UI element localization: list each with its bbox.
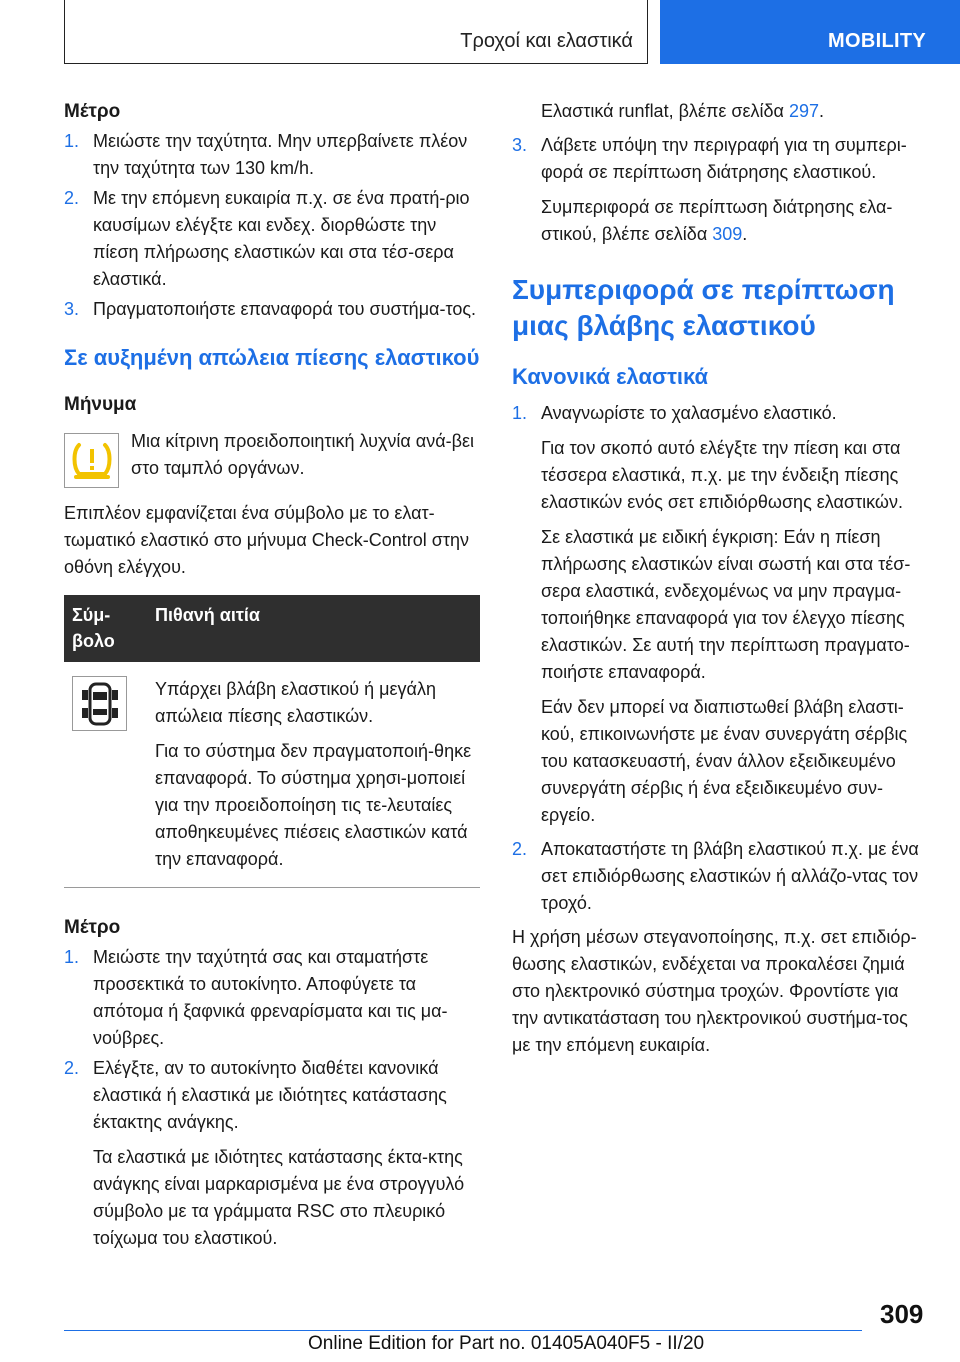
sealant-warning-paragraph: Η χρήση μέσων στεγανοποίησης, π.χ. σετ επιδιόρ‐θωσης ελαστικών, ενδέχεται να προκαλέσει ζημιά στο ηλεκτρονικό σύστημα τροχών. Φροντίστε για την αντικατάσταση του ηλεκτρονικού συστήμα‐τος με την επόμενη ευκαιρία. — [512, 927, 917, 1055]
message-row — [64, 428, 480, 488]
step-text: Λάβετε υπόψη την περιγραφή για τη συμπερι‐φορά σε περίπτωση διάτρησης ελαστικού. — [541, 135, 907, 182]
message-title: Μήνυμα — [64, 394, 137, 415]
list-item — [512, 132, 928, 186]
step-text: Πραγματοποιήστε επαναφορά του συστήμα‐τος. — [93, 299, 477, 319]
section-tab — [660, 0, 960, 64]
list-item — [64, 1055, 480, 1136]
step-number: 1. — [512, 403, 528, 423]
table-row — [64, 662, 480, 888]
step-continuation: Για τον σκοπό αυτό ελέγξτε την πίεση και στα τέσσερα ελαστικά, π.χ. με την ένδειξη πίεσης ελαστικών ενός σετ επιδιόρθωσης ελαστικών. — [541, 438, 903, 512]
step-text: Αποκαταστήστε τη βλάβη ελαστικού π.χ. με ένα σετ επιδιόρθωσης ελαστικών ή αλλάζο‐ντας τον τροχό. — [541, 839, 919, 913]
step-number: 1. — [64, 947, 80, 967]
step-text: Μειώστε την ταχύτητά σας και σταματήστε προσεκτικά το αυτοκίνητο. Αποφύγετε τα απότομα ή ξαφνικά φρεναρίσματα και τις μα‐νούβρες. — [93, 947, 448, 1048]
car-tire-failure-icon — [72, 676, 127, 731]
runflat-reference — [541, 98, 928, 125]
reference-end: . — [819, 101, 825, 121]
header-chapter-box — [64, 0, 648, 64]
right-column — [512, 98, 928, 1059]
measures-title: Μέτρο — [64, 101, 121, 122]
step-number: 3. — [64, 299, 80, 319]
table-cell-text: Υπάρχει βλάβη ελαστικού ή μεγάλη απώλεια πίεσης ελαστικών. — [155, 679, 436, 726]
step-text: Αναγνωρίστε το χαλασμένο ελαστικό. — [541, 403, 837, 423]
list-item — [512, 400, 928, 427]
step-text: Ελέγξτε, αν το αυτοκίνητο διαθέτει κανονικά ελαστικά ή ελαστικά με ιδιότητες κατάστασης έκτακτης ανάγκης. — [93, 1058, 447, 1132]
page-link-309[interactable]: 309 — [712, 224, 743, 244]
reference-text: Ελαστικά runflat, βλέπε σελίδα — [541, 101, 789, 121]
list-item — [512, 836, 928, 917]
step-text: Με την επόμενη ευκαιρία π.χ. σε ένα πρατή‐ριο καυσίμων ελέγξτε και ενδεχ. διορθώστε την πίεση πλήρωσης ελαστικών και στα τέσ‐σερα ελαστικά. — [93, 188, 470, 289]
list-item — [64, 944, 480, 1052]
page-link-297[interactable]: 297 — [788, 101, 820, 121]
list-item — [64, 296, 480, 323]
step-number: 2. — [64, 1058, 80, 1078]
list-item — [64, 128, 480, 182]
left-column — [64, 98, 480, 1252]
section-heading-tire-failure: Συμπεριφορά σε περίπτωση μιας βλάβης ελαστικού — [512, 274, 895, 341]
step-text: Μειώστε την ταχύτητα. Μην υπερβαίνετε πλέον την ταχύτητα των 130 km/h. — [93, 131, 468, 178]
table-header-symbol: Σύμ‐βολο — [64, 595, 147, 662]
puncture-reference — [541, 194, 928, 248]
step-number: 3. — [512, 135, 528, 155]
check-control-paragraph: Επιπλέον εμφανίζεται ένα σύμβολο με το ελατ‐τωματικό ελαστικό στο μήνυμα Check-Control στην οθόνη ελέγχου. — [64, 503, 470, 577]
edition-text: Online Edition for Part no. 01405A040F5 - II/20 — [308, 1333, 705, 1354]
footer-divider — [64, 1330, 862, 1331]
reference-end: . — [742, 224, 748, 244]
step-number: 2. — [64, 188, 80, 208]
symbol-table — [64, 595, 480, 888]
step-continuation: Σε ελαστικά με ειδική έγκριση: Εάν η πίεση πλήρωσης ελαστικών είναι σωστή και στα τέσ‐σερα ελαστικά, ενδεχομένως να μην πραγμα‐τοποιήθηκε επαναφορά για τον έλεγχο πίεσης ελαστικών. Σε αυτή την περίπτωση πραγματο‐ποιήστε επαναφορά. — [541, 527, 911, 682]
step-continuation: Εάν δεν μπορεί να διαπιστωθεί βλάβη ελαστι‐κού, επικοινωνήστε με έναν συνεργάτη σέρβις του κατασκευαστή, έναν άλλον εξειδικευμένο συνεργάτη σέρβις ή ένα εξειδικευμένο συν‐εργείο. — [541, 697, 908, 825]
step-continuation: Τα ελαστικά με ιδιότητες κατάστασης έκτα‐κτης ανάγκης είναι μαρκαρισμένα με ένα στρογγυλό σύμβολο με τα γράμματα RSC στο πλευρικό τοίχωμα του ελαστικού. — [93, 1147, 465, 1248]
section-tab-label: MOBILITY — [828, 30, 926, 52]
list-item — [64, 185, 480, 293]
step-number: 2. — [512, 839, 528, 859]
reference-text: Συμπεριφορά σε περίπτωση διάτρησης ελα‐στικού, βλέπε σελίδα — [541, 197, 893, 244]
table-header-cause: Πιθανή αιτία — [147, 595, 480, 662]
step-number: 1. — [64, 131, 80, 151]
page-number: 309 — [880, 1299, 924, 1329]
measures-title: Μέτρο — [64, 917, 121, 938]
tire-pressure-warning-icon — [64, 433, 119, 488]
subsection-heading-normal-tires: Κανονικά ελαστικά — [512, 364, 709, 389]
table-cell-text: Για το σύστημα δεν πραγματοποιή‐θηκε επαναφορά. Το σύστημα χρησι‐μοποιεί για την προειδοποίηση τις τε‐λευταίες αποθηκευμένες πιέσεις ελαστικών κατά την επαναφορά. — [155, 741, 472, 869]
section-heading-pressure-loss: Σε αυξημένη απώλεια πίεσης ελαστικού — [64, 345, 480, 370]
message-text: Μια κίτρινη προειδοποιητική λυχνία ανά‐βει στο ταμπλό οργάνων. — [131, 431, 474, 478]
chapter-title: Τροχοί και ελαστικά — [460, 30, 633, 52]
